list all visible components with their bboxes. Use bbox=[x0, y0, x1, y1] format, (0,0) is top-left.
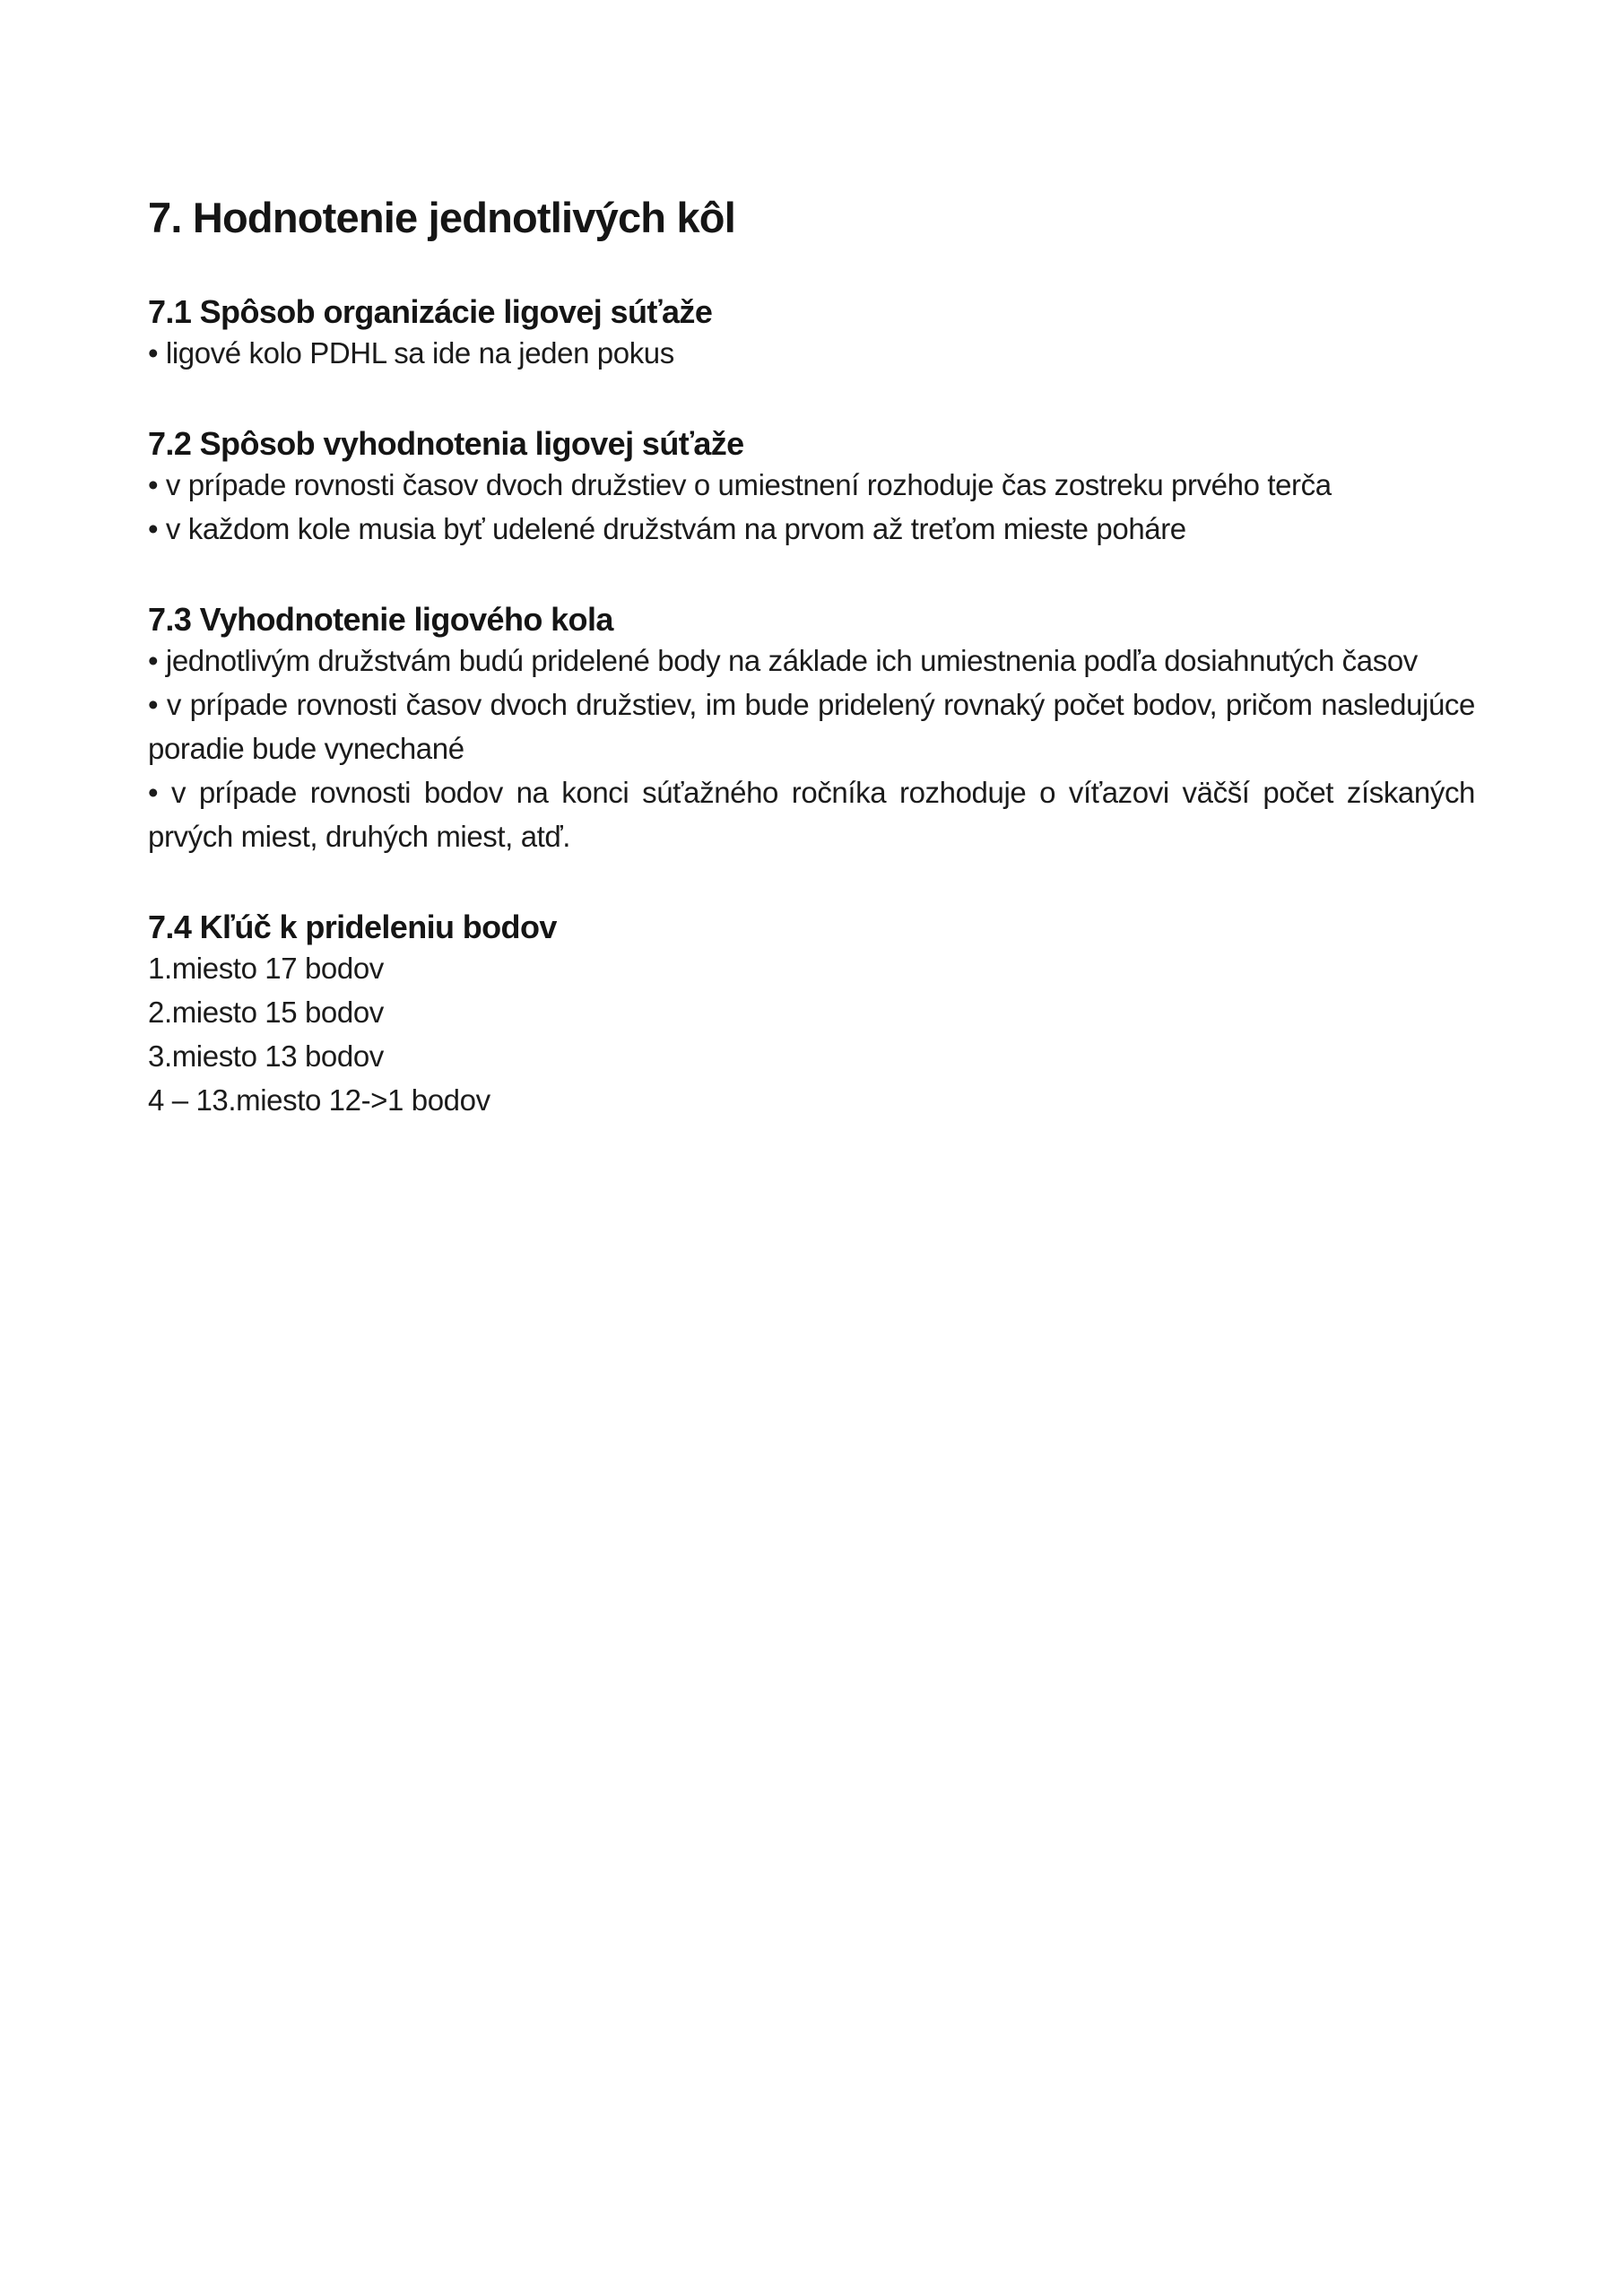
points-line-1st-place: 1.miesto 17 bodov bbox=[148, 952, 384, 985]
section-7-2 bbox=[148, 424, 1475, 551]
document-title: 7. Hodnotenie jednotlivých kôl bbox=[148, 194, 735, 241]
bullet-item: • ligové kolo PDHL sa ide na jeden pokus bbox=[148, 336, 674, 370]
section-7-1-heading: 7.1 Spôsob organizácie ligovej súťaže bbox=[148, 293, 713, 330]
section-7-1 bbox=[148, 292, 1475, 375]
points-line-2nd-place: 2.miesto 15 bodov bbox=[148, 996, 384, 1029]
bullet-item: • v každom kole musia byť udelené družstvám na prvom až treťom mieste poháre bbox=[148, 512, 1186, 545]
section-7-4 bbox=[148, 908, 1475, 1122]
bullet-item: • v prípade rovnosti bodov na konci súťažného ročníka rozhoduje o víťazovi väčší počet získaných prvých miest, druhých miest, atď. bbox=[148, 776, 1475, 853]
section-7-3-heading: 7.3 Vyhodnotenie ligového kola bbox=[148, 601, 613, 638]
section-7-3 bbox=[148, 600, 1475, 858]
section-7-2-heading: 7.2 Spôsob vyhodnotenia ligovej súťaže bbox=[148, 425, 744, 462]
bullet-item: • v prípade rovnosti časov dvoch družstiev, im bude pridelený rovnaký počet bodov, pričom nasledujúce poradie bude vynechané bbox=[148, 688, 1475, 765]
bullet-item: • jednotlivým družstvám budú pridelené body na základe ich umiestnenia podľa dosiahnutých časov bbox=[148, 644, 1418, 677]
document-content bbox=[148, 193, 1475, 1122]
points-line-4th-to-13th-place: 4 – 13.miesto 12->1 bodov bbox=[148, 1083, 490, 1117]
bullet-item: • v prípade rovnosti časov dvoch družstiev o umiestnení rozhoduje čas zostreku prvého terča bbox=[148, 468, 1332, 501]
section-7-4-heading: 7.4 Kľúč k prideleniu bodov bbox=[148, 909, 557, 945]
points-line-3rd-place: 3.miesto 13 bodov bbox=[148, 1039, 384, 1073]
